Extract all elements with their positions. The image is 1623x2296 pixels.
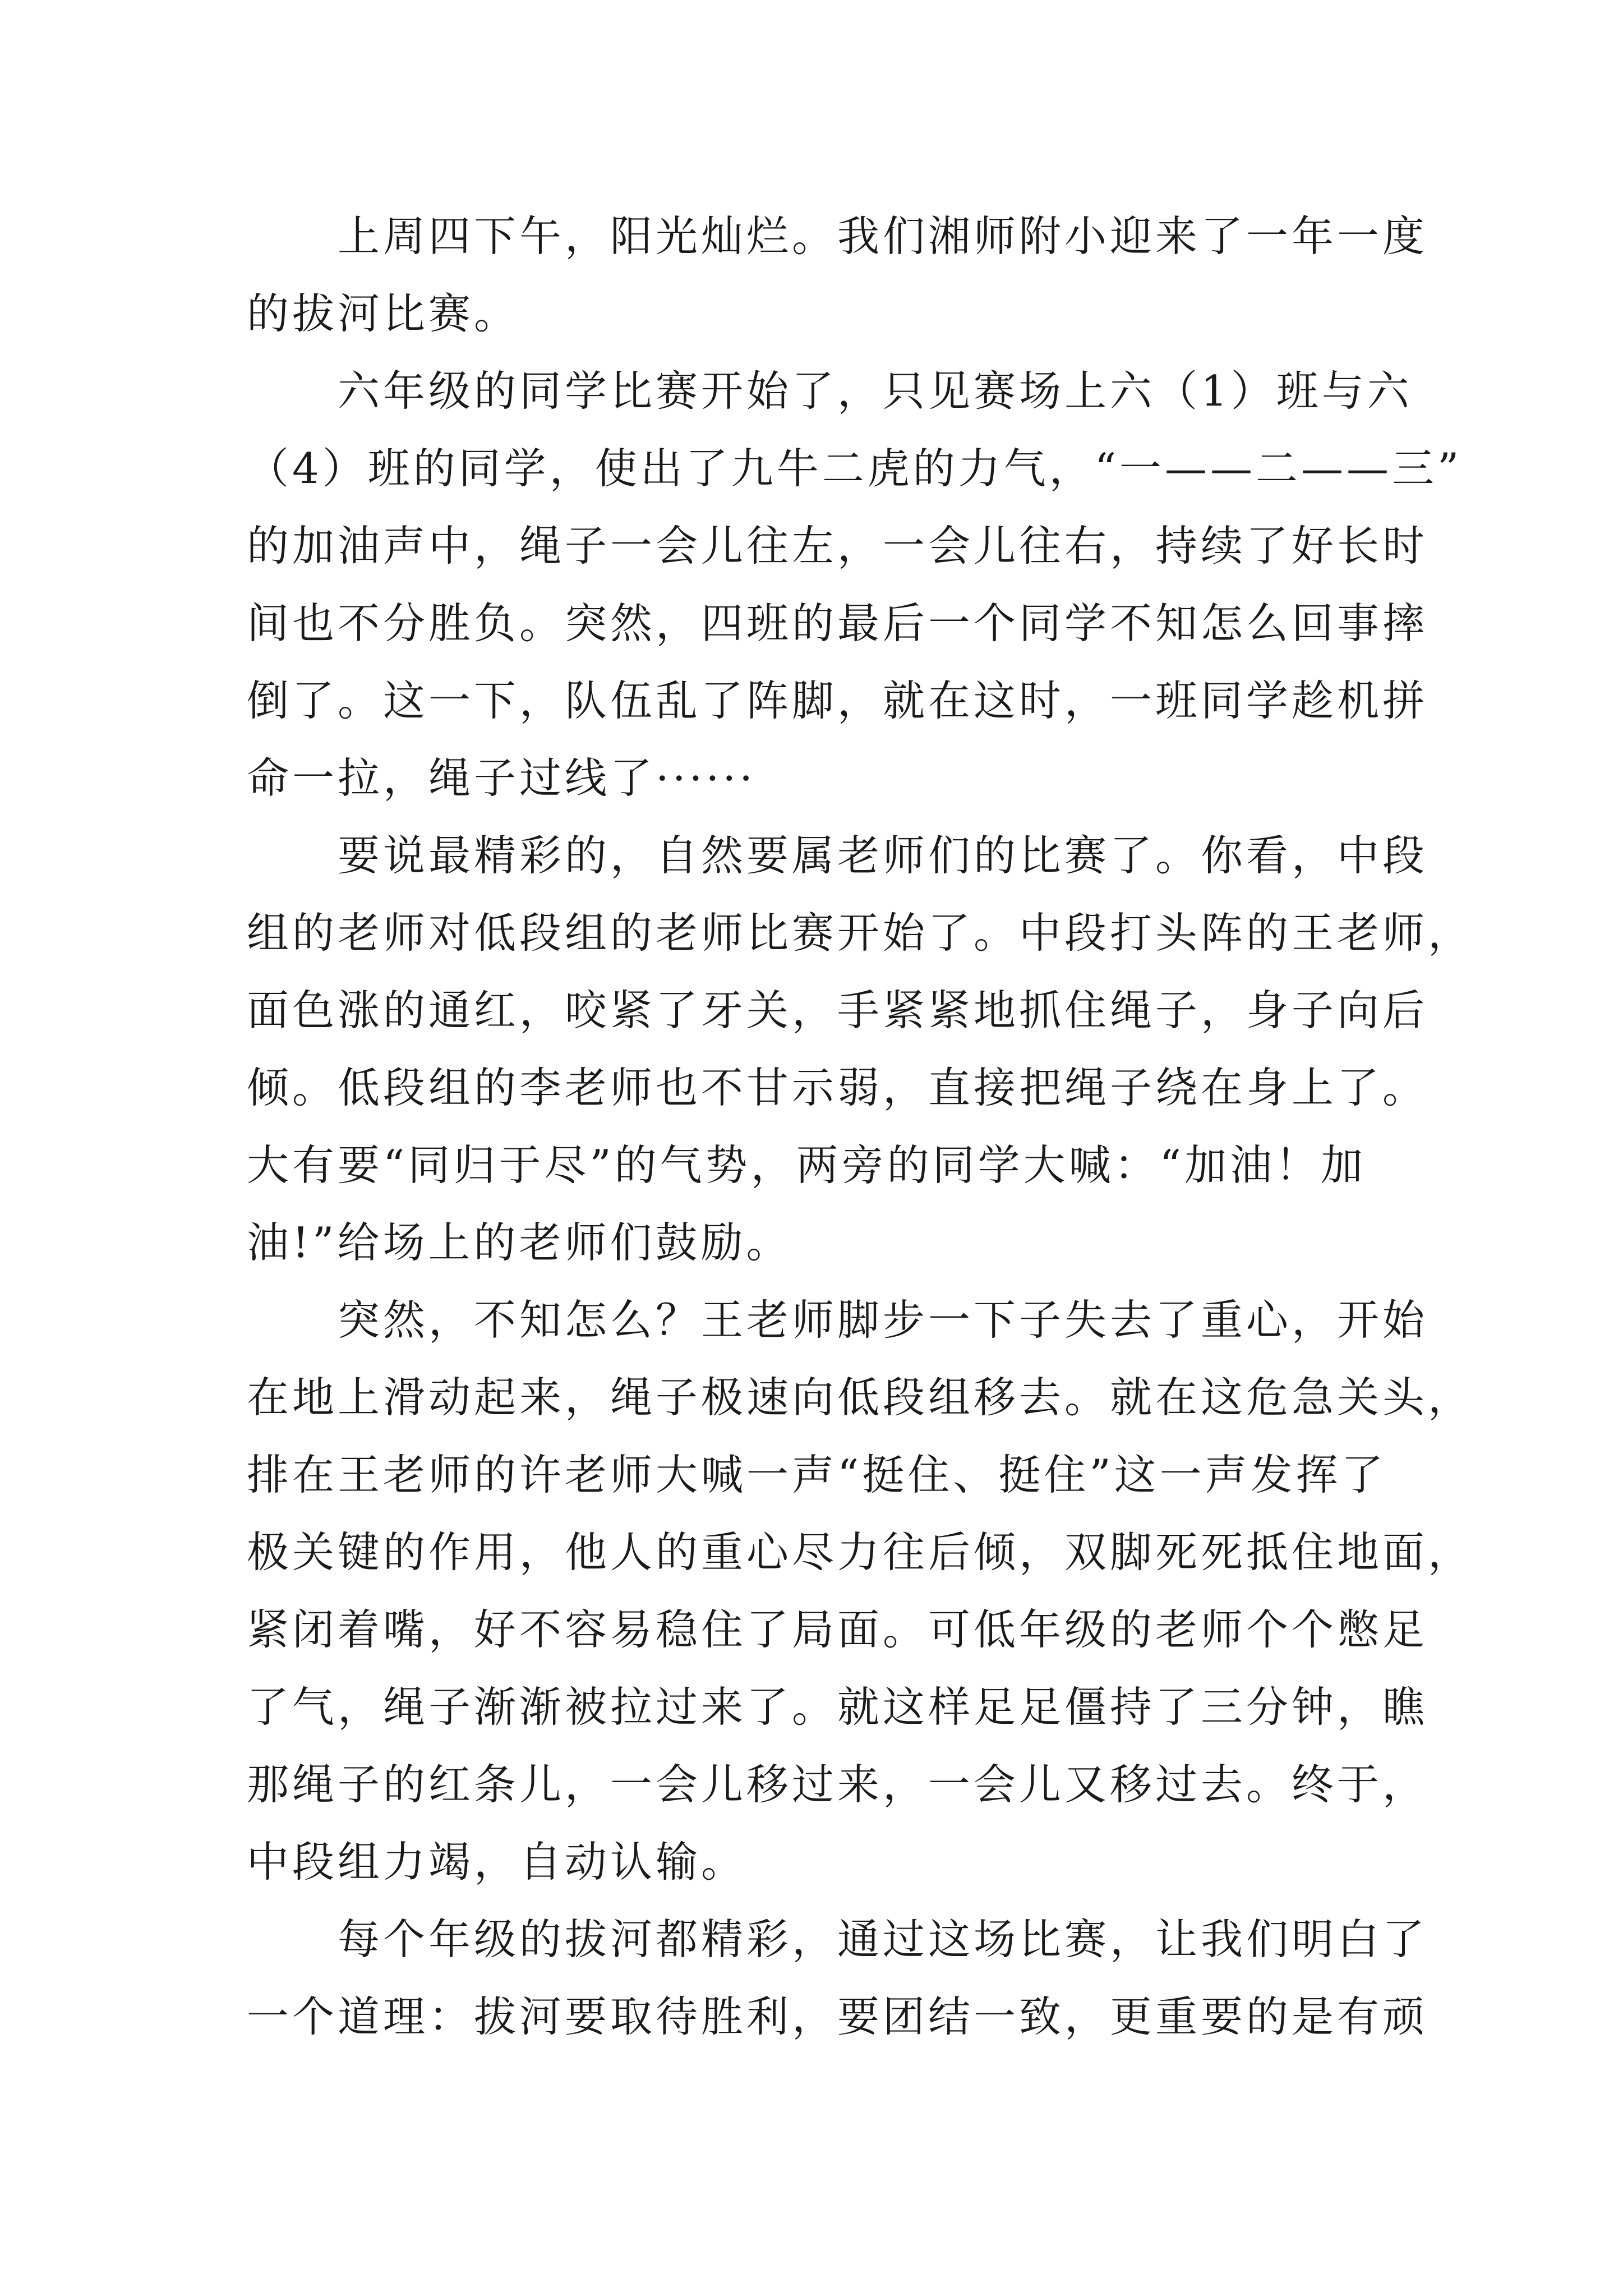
text-line: 大有要“同归于尽”的气势，两旁的同学大喊：“加油！加 <box>247 1140 1367 1190</box>
text-line: 上周四下午，阳光灿烂。我们湘师附小迎来了一年一度 <box>338 211 1428 261</box>
text-line: 面色涨的通红，咬紧了牙关，手紧紧地抓住绳子，身子向后 <box>247 986 1428 1035</box>
text-line: 间也不分胜负。突然，四班的最后一个同学不知怎么回事摔 <box>247 599 1428 648</box>
text-line: 组的老师对低段组的老师比赛开始了。中段打头阵的王老师， <box>247 908 1474 958</box>
text-line: 那绳子的红条儿，一会儿移过来，一会儿又移过去。终于， <box>247 1760 1428 1809</box>
paragraph-4 <box>247 1281 1474 1901</box>
text-line: 中段组力竭，自动认输。 <box>247 1837 747 1887</box>
text-line: 每个年级的拔河都精彩，通过这场比赛，让我们明白了 <box>338 1915 1428 1964</box>
text-line: 的拔河比赛。 <box>247 289 520 338</box>
text-line: 紧闭着嘴，好不容易稳住了局面。可低年级的老师个个憋足 <box>247 1605 1428 1654</box>
text-line: （4）班的同学，使出了九牛二虎的力气，“一——二——三” <box>247 444 1463 493</box>
text-line: 命一拉，绳子过线了······ <box>247 753 757 803</box>
text-line: 一个道理：拔河要取待胜利，要团结一致，更重要的是有顽 <box>247 1992 1428 2041</box>
text-line: 倾。低段组的李老师也不甘示弱，直接把绳子绕在身上了。 <box>247 1063 1428 1112</box>
text-line: 了气，绳子渐渐被拉过来了。就这样足足僵持了三分钟，瞧 <box>247 1682 1428 1732</box>
text-line: 排在王老师的许老师大喊一声“挺住、挺住”这一声发挥了 <box>247 1450 1387 1499</box>
paragraph-1 <box>247 197 1428 352</box>
paragraph-5 <box>247 1901 1428 2055</box>
paragraph-2 <box>247 352 1463 817</box>
text-line: 突然，不知怎么？王老师脚步一下子失去了重心，开始 <box>338 1295 1428 1345</box>
text-line: 要说最精彩的，自然要属老师们的比赛了。你看，中段 <box>338 831 1428 880</box>
text-line: 倒了。这一下，队伍乱了阵脚，就在这时，一班同学趁机拼 <box>247 676 1428 725</box>
article-body <box>247 197 1474 2055</box>
paragraph-3 <box>247 817 1474 1281</box>
text-line: 六年级的同学比赛开始了，只见赛场上六（1）班与六 <box>338 366 1413 416</box>
text-line: 在地上滑动起来，绳子极速向低段组移去。就在这危急关头， <box>247 1373 1474 1422</box>
text-line: 油!”给场上的老师们鼓励。 <box>247 1218 792 1267</box>
text-line: 的加油声中，绳子一会儿往左，一会儿往右，持续了好长时 <box>247 521 1428 570</box>
text-line: 极关键的作用，他人的重心尽力往后倾，双脚死死抵住地面， <box>247 1527 1474 1577</box>
